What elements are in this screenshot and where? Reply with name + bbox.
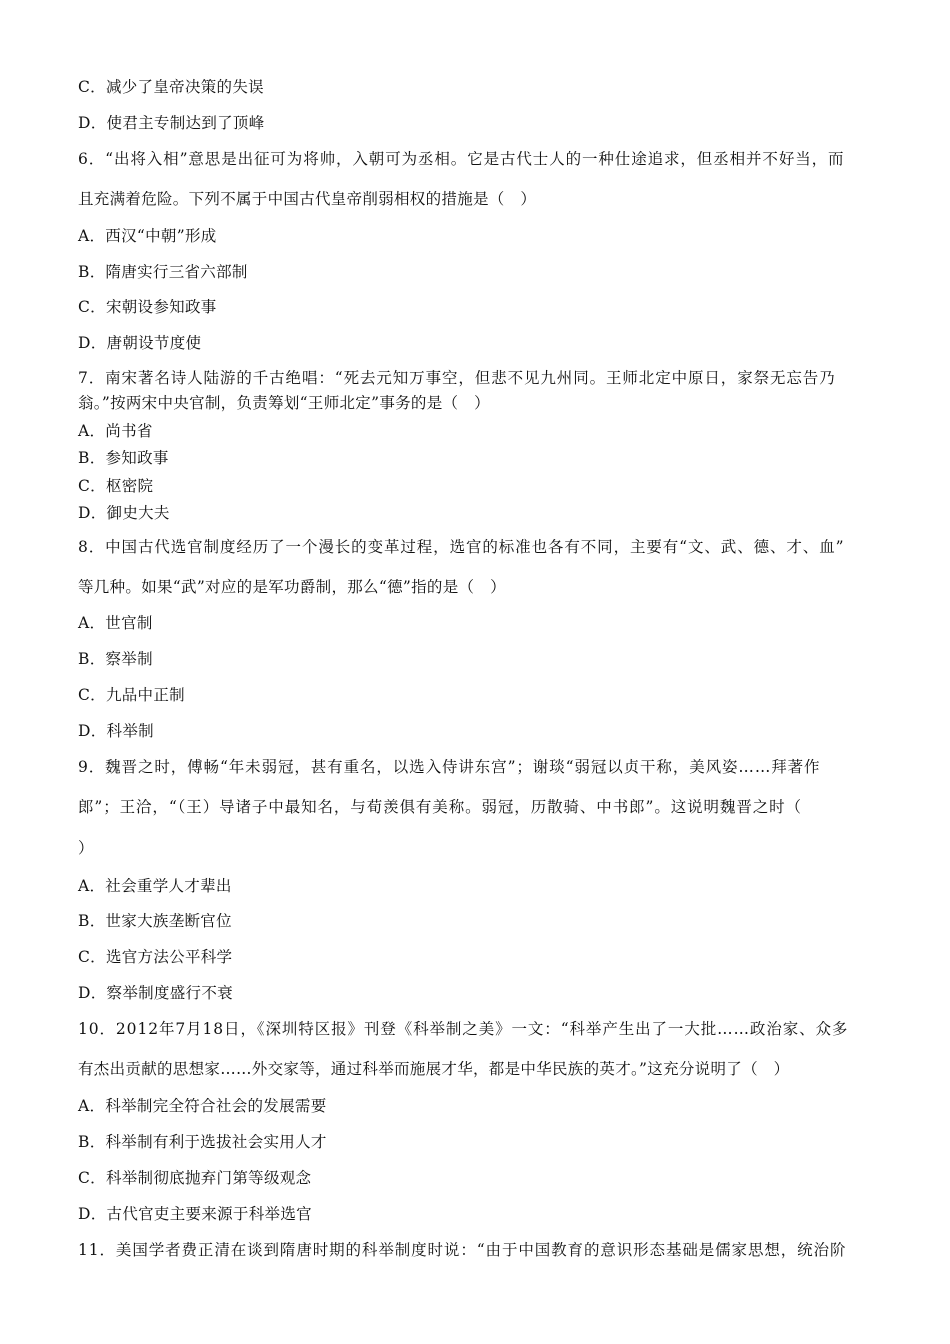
q9-option-d: D．察举制度盛行不衰: [78, 984, 233, 1002]
q10-option-c: C．科举制彻底抛弃门第等级观念: [78, 1169, 312, 1187]
q6-option-d: D．唐朝设节度使: [78, 334, 202, 352]
q9-stem-line2: 郎”；王洽，“（王）导诸子中最知名，与荀羡俱有美称。弱冠，历散骑、中书郎”。这说明魏晋之时（: [78, 798, 802, 816]
q6-option-c: C．宋朝设参知政事: [78, 298, 217, 316]
q11-stem-line1: 11．美国学者费正清在谈到隋唐时期的科举制度时说：“由于中国教育的意识形态基础是儒家思想，统治阶: [78, 1241, 847, 1259]
q9-option-a: A．社会重学人才辈出: [78, 877, 232, 895]
q7-stem-line1: 7．南宋著名诗人陆游的千古绝唱：“死去元知万事空，但悲不见九州同。王师北定中原日，家祭无忘告乃: [78, 369, 836, 387]
q8-stem-line2: 等几种。如果“武”对应的是军功爵制，那么“德”指的是（ ）: [78, 578, 506, 596]
q6-option-a: A．西汉“中朝”形成: [78, 227, 217, 245]
q10-option-d: D．古代官吏主要来源于科举选官: [78, 1205, 312, 1223]
q7-option-c: C．枢密院: [78, 477, 154, 495]
q10-stem-line1: 10．2012年7月18日，《深圳特区报》刊登《科举制之美》一文：“科举产生出了一大批……政治家、众多: [78, 1020, 849, 1038]
q8-option-d: D．科举制: [78, 722, 154, 740]
q6-stem-line2: 且充满着危险。下列不属于中国古代皇帝削弱相权的措施是（ ）: [78, 190, 537, 208]
q9-option-c: C．选官方法公平科学: [78, 948, 233, 966]
q6-option-b: B．隋唐实行三省六部制: [78, 263, 248, 281]
q9-stem-line1: 9．魏晋之时，傅畅“年未弱冠，甚有重名，以选入侍讲东宫”；谢琰“弱冠以贞干称，美风姿……拜著作: [78, 758, 821, 776]
q6-stem-line1: 6．“出将入相”意思是出征可为将帅，入朝可为丞相。它是古代士人的一种仕途追求，但丞相并不好当，而: [78, 150, 845, 168]
q5-option-c: C．减少了皇帝决策的失误: [78, 78, 264, 96]
q5-option-d: D．使君主专制达到了顶峰: [78, 114, 265, 132]
q10-option-a: A．科举制完全符合社会的发展需要: [78, 1097, 327, 1115]
q10-stem-line2: 有杰出贡献的思想家……外交家等，通过科举而施展才华，都是中华民族的英才。”这充分说明了（ ）: [78, 1060, 790, 1078]
q8-option-b: B．察举制: [78, 650, 153, 668]
q10-option-b: B．科举制有利于选拔社会实用人才: [78, 1133, 327, 1151]
q8-option-a: A．世官制: [78, 614, 153, 632]
q7-stem-line2: 翁。”按两宋中央官制，负责筹划“王师北定”事务的是（ ）: [78, 394, 490, 412]
q8-stem-line1: 8．中国古代选官制度经历了一个漫长的变革过程，选官的标准也各有不同，主要有“文、武、德、才、血”: [78, 538, 845, 556]
q8-option-c: C．九品中正制: [78, 686, 185, 704]
q7-option-b: B．参知政事: [78, 449, 169, 467]
q7-option-a: A．尚书省: [78, 422, 153, 440]
q7-option-d: D．御史大夫: [78, 504, 170, 522]
q9-option-b: B．世家大族垄断官位: [78, 912, 232, 930]
q9-stem-line3: ）: [78, 839, 94, 857]
